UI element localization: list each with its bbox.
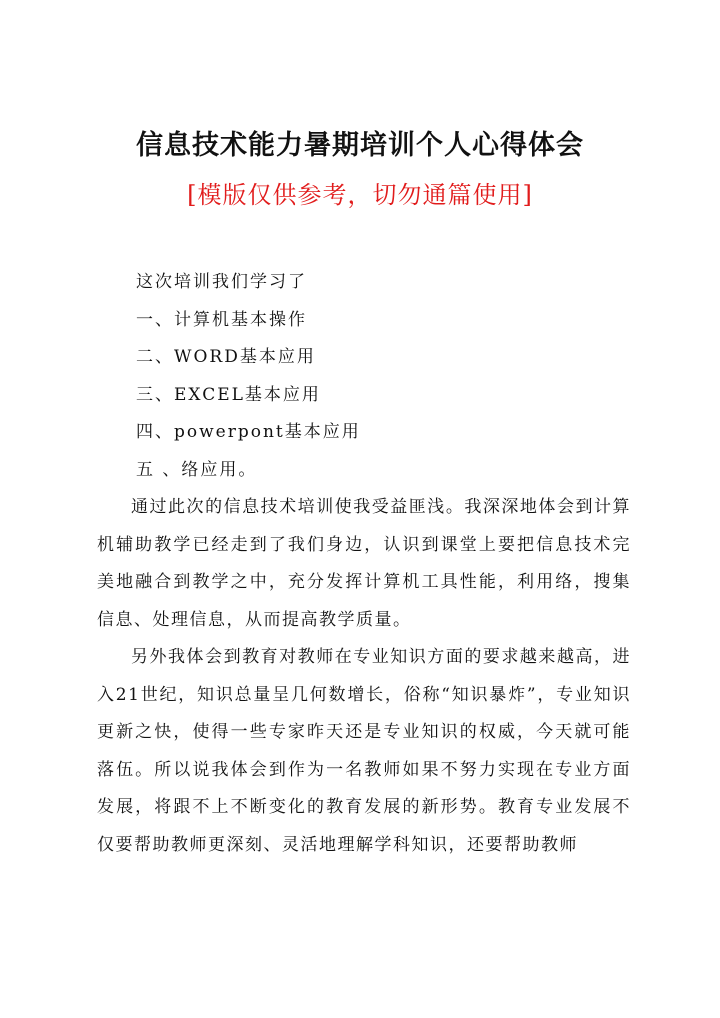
paragraph: 通过此次的信息技术培训使我受益匪浅。我深深地体会到计算机辅助教学已经走到了我们身边，认识到课堂上要把信息技术完美地融合到教学之中，充分发挥计算机工具性能，利用络，搜集信息、处理信息，从而提高教学质量。 xyxy=(97,497,631,630)
body-text xyxy=(97,489,631,864)
list-item: 四、powerpont基本应用 xyxy=(136,422,361,442)
list-item: 三、EXCEL基本应用 xyxy=(136,384,321,405)
document-subtitle: [模版仅供参考，切勿通篇使用] xyxy=(187,181,533,209)
list-item: 一、计算机基本操作 xyxy=(136,309,307,330)
list-item: 这次培训我们学习了 xyxy=(136,272,307,292)
document-title: 信息技术能力暑期培训个人心得体会 xyxy=(136,130,584,161)
list-item: 二、WORD基本应用 xyxy=(136,347,316,367)
list-item: 五 、络应用。 xyxy=(136,459,258,480)
training-topics-list xyxy=(136,264,656,489)
paragraph: 另外我体会到教育对教师在专业知识方面的要求越来越高，进入21世纪，知识总量呈几何数增长，俗称“知识暴炸”，专业知识更新之快，使得一些专家昨天还是专业知识的权威，今天就可能落伍。所以说我体会到作为一名教师如果不努力实现在专业方面发展，将跟不上不断变化的教育发展的新形势。教育专业发展不仅要帮助教师更深刻、灵活地理解学科知识，还要帮助教师 xyxy=(97,647,631,855)
